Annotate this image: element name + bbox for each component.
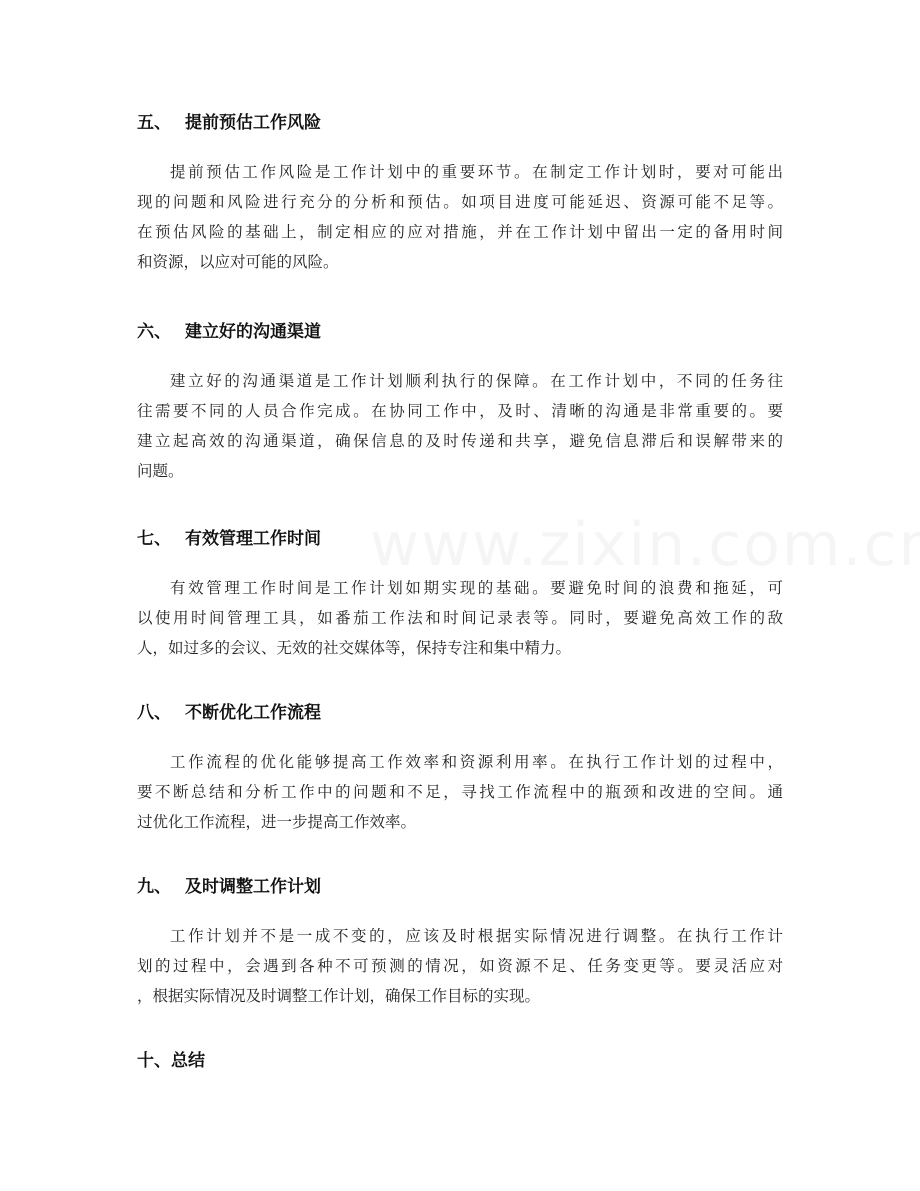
section-paragraph-6 <box>137 366 783 486</box>
section-paragraph-5 <box>137 157 783 277</box>
paragraph-line: 往需要不同的人员合作完成。在协同工作中，及时、清晰的沟通是非常重要的。要 <box>137 402 783 420</box>
section-paragraph-7 <box>137 573 783 663</box>
paragraph-line: 建立起高效的沟通渠道，确保信息的及时传递和共享，避免信息滞后和误解带来的 <box>137 432 783 450</box>
paragraph-line: 提前预估工作风险是工作计划中的重要环节。在制定工作计划时，要对可能出 <box>170 163 783 181</box>
paragraph-line: 工作流程的优化能够提高工作效率和资源利用率。在执行工作计划的过程中， <box>170 753 783 771</box>
paragraph-line: 有效管理工作时间是工作计划如期实现的基础。要避免时间的浪费和拖延，可 <box>170 579 783 597</box>
paragraph-line: 问题。 <box>137 462 184 480</box>
section-number: 六、 <box>137 322 171 342</box>
paragraph-line: 过优化工作流程，进一步提高工作效率。 <box>137 813 417 831</box>
paragraph-line: 工作计划并不是一成不变的，应该及时根据实际情况进行调整。在执行工作计 <box>170 927 783 945</box>
paragraph-line: 划的过程中，会遇到各种不可预测的情况，如资源不足、任务变更等。要灵活应对 <box>137 957 783 975</box>
section-number: 九、 <box>137 877 171 897</box>
section-title-text: 及时调整工作计划 <box>185 877 321 897</box>
section-heading-8 <box>137 701 321 725</box>
paragraph-line: ，根据实际情况及时调整工作计划，确保工作目标的实现。 <box>137 987 541 1005</box>
paragraph-line: 人，如过多的会议、无效的社交媒体等，保持专注和集中精力。 <box>137 639 572 657</box>
paragraph-line: 现的问题和风险进行充分的分析和预估。如项目进度可能延迟、资源可能不足等。 <box>137 193 783 211</box>
watermark <box>370 510 920 580</box>
paragraph-line: 和资源，以应对可能的风险。 <box>137 253 339 271</box>
section-heading-9 <box>137 875 321 899</box>
paragraph-line: 要不断总结和分析工作中的问题和不足，寻找工作流程中的瓶颈和改进的空间。通 <box>137 783 783 801</box>
paragraph-line: 建立好的沟通渠道是工作计划顺利执行的保障。在工作计划中，不同的任务往 <box>170 372 783 390</box>
section-title-text: 建立好的沟通渠道 <box>185 322 321 342</box>
paragraph-line: 在预估风险的基础上，制定相应的应对措施，并在工作计划中留出一定的备用时间 <box>137 223 783 241</box>
section-number: 五、 <box>137 113 171 133</box>
section-title-text: 不断优化工作流程 <box>185 703 321 723</box>
section-paragraph-9 <box>137 921 783 1011</box>
section-heading-10: 十、总结 <box>137 1051 205 1071</box>
section-paragraph-8 <box>137 747 783 837</box>
section-title-text: 提前预估工作风险 <box>185 113 321 133</box>
section-number: 八、 <box>137 703 171 723</box>
paragraph-line: 以使用时间管理工具，如番茄工作法和时间记录表等。同时，要避免高效工作的敌 <box>137 609 783 627</box>
section-heading-7 <box>137 527 321 551</box>
section-title-text: 有效管理工作时间 <box>185 529 321 549</box>
section-number: 七、 <box>137 529 171 549</box>
section-heading-5 <box>137 111 321 135</box>
section-heading-6 <box>137 320 321 344</box>
